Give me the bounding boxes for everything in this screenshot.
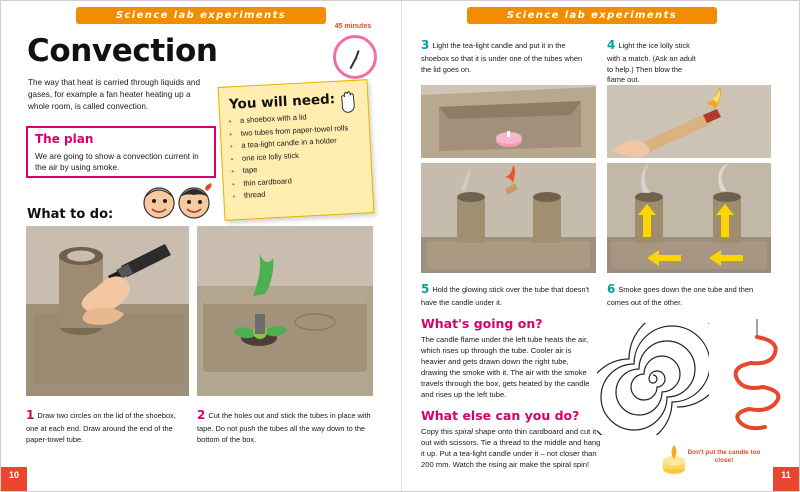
header-banner-right: Science lab experiments <box>467 7 717 24</box>
cartoon-faces-illustration <box>137 177 217 221</box>
what-to-do-heading: What to do: <box>27 207 114 222</box>
list-item: • one ice lolly stick <box>242 147 360 163</box>
clock-icon <box>333 35 377 79</box>
photo-step-5 <box>421 163 596 273</box>
list-item: • a tea-light candle in a holder <box>241 135 359 151</box>
step-number: 2 <box>197 408 206 422</box>
step-number: 1 <box>26 408 35 422</box>
what-else-heading: What else can you do? <box>421 408 580 423</box>
list-item: • thin cardboard <box>243 172 361 188</box>
you-will-need-list <box>231 110 362 204</box>
photo-step-1 <box>26 226 189 396</box>
step-number: 4 <box>607 38 616 52</box>
page-title: Convection <box>27 33 218 69</box>
whats-going-on-heading: What's going on? <box>421 316 543 331</box>
the-plan-text: We are going to show a convection current in the air by using smoke. <box>35 152 199 173</box>
what-else-italic-word: spiral <box>454 427 473 436</box>
time-badge <box>323 23 383 85</box>
caption-step-3: 3 Light the tea-light candle and put it in the shoebox so that it is under one of the tubes when the lid goes on. <box>421 38 583 74</box>
caption-step-6: 6 Smoke goes down the one tube and then comes out of the other. <box>607 282 754 308</box>
caption-step-1: 1 Draw two circles on the lid of the shoebox, one at each end. Draw around the end of the paper-towel tube. <box>26 408 176 444</box>
the-plan-heading: The plan <box>35 132 94 146</box>
list-item: • tape <box>242 160 360 176</box>
step-number: 6 <box>607 282 616 296</box>
page-spine <box>401 1 402 492</box>
caption-step-5: 5 Hold the glowing stick over the tube that doesn't have the candle under it. <box>421 282 590 308</box>
intro-paragraph: The way that heat is carried through liquids and gases, for example a fan heater heating up a whole room, is called convection. <box>28 78 201 111</box>
photo-step-4 <box>607 85 771 158</box>
list-item: • thread <box>244 185 362 201</box>
time-badge-label: 45 minutes <box>334 23 372 30</box>
photo-step-2 <box>197 226 373 396</box>
candle-icon <box>661 441 687 475</box>
list-item: • two tubes from paper-towel rolls <box>240 122 358 138</box>
page-number-left: 10 <box>1 467 27 491</box>
step-number: 3 <box>421 38 430 52</box>
step-number: 5 <box>421 282 430 296</box>
header-banner-left: Science lab experiments <box>76 7 326 24</box>
whats-going-on-text: The candle flame under the left tube heats the air, which rises up through the tube. Cooler air is heavier and gets drawn down the right tube, drawing the smoke with it. The air with the smoke travels through the box, gets heated by the candle and rises up the left tube. <box>421 335 590 400</box>
photo-step-6 <box>607 163 771 273</box>
caption-step-4: 4 Light the ice lolly stick with a match. (Ask an adult to help.) Then blow the flame out. <box>607 38 696 85</box>
warning-note: Don't put the candle too close! <box>687 449 761 464</box>
caption-step-2: 2 Cut the holes out and stick the tubes in place with tape. Do not push the tubes all the way down to the bottom of the box. <box>197 408 371 444</box>
list-item: • a shoebox with a lid <box>240 110 358 126</box>
what-else-text: Copy this spiral shape onto thin cardboard and cut it out with scissors. Tie a thread to the middle and hang it up. Put a tea-light candle under it – not closer than 200 mm. Watch the rising air make the spiral spin! <box>421 427 601 470</box>
page-number-right: 11 <box>773 467 799 491</box>
spinning-spiral-illustration <box>721 319 791 435</box>
spiral-template-illustration <box>597 323 709 435</box>
you-will-need-heading: You will need: <box>228 91 336 113</box>
photo-step-3 <box>421 85 596 158</box>
